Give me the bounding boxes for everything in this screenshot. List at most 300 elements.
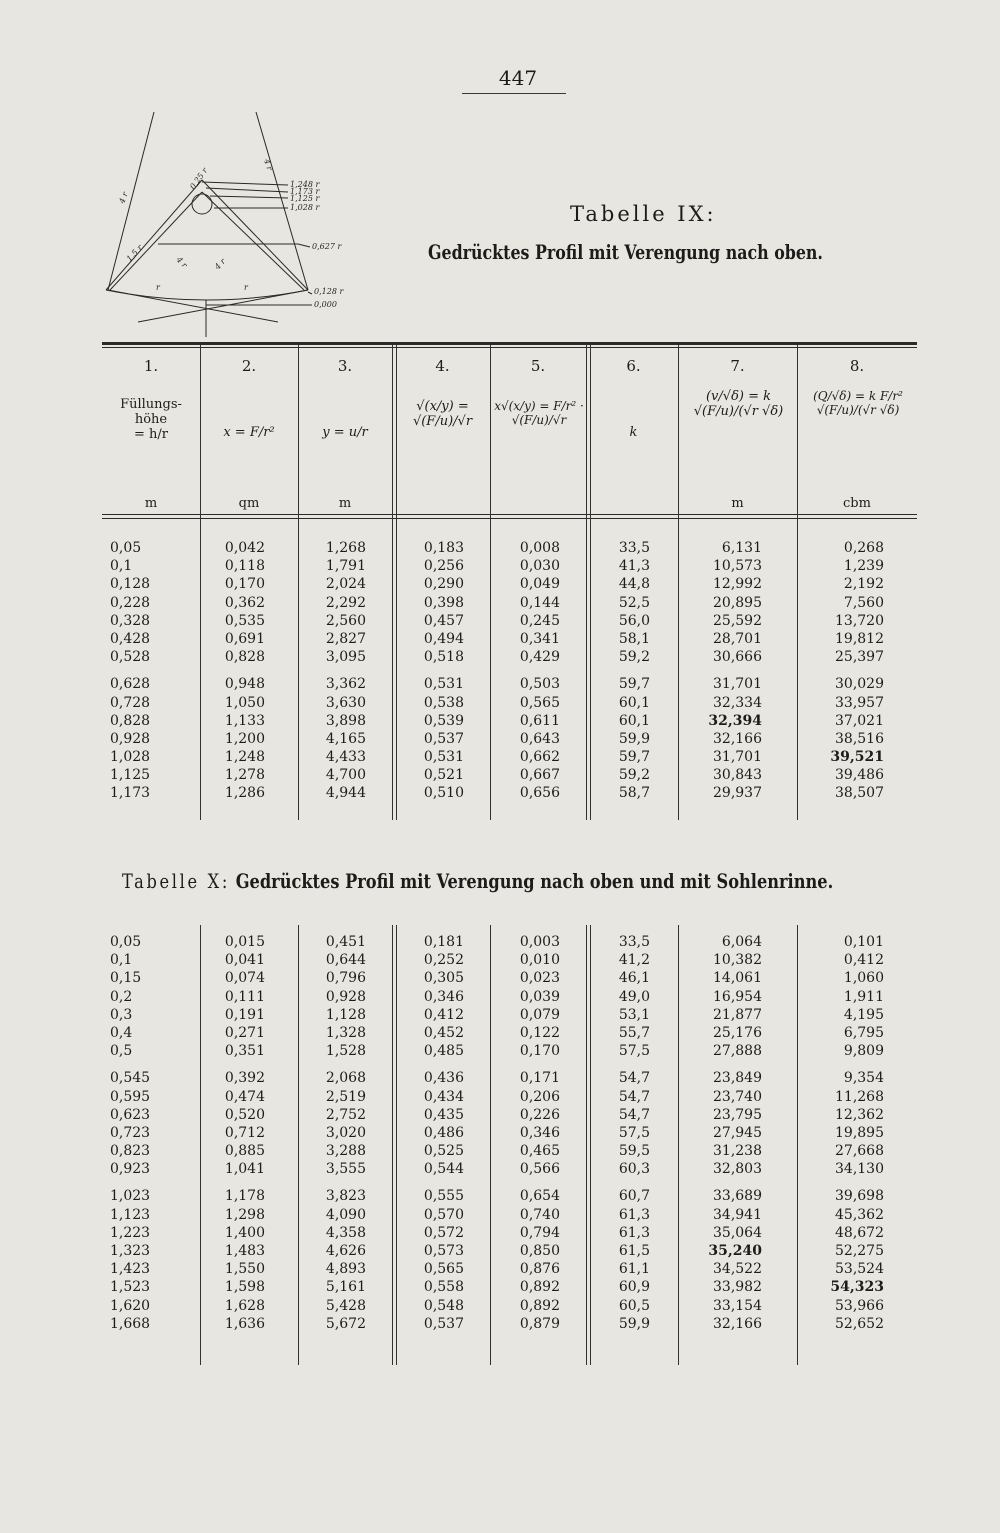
col-header-1: Füllungs- höhe = h/r [120, 397, 182, 442]
table-cell: 61,3 [618, 1224, 650, 1241]
table-cell: 1,298 [224, 1206, 265, 1223]
table-cell: 0,191 [224, 1006, 265, 1023]
table-cell: 13,720 [835, 612, 884, 629]
table-cell: 5,428 [325, 1297, 366, 1314]
table-cell: 1,528 [325, 1043, 366, 1060]
table-cell: 12,992 [713, 576, 762, 593]
group-gap [300, 1060, 366, 1069]
table-cell: 20,895 [713, 594, 762, 611]
table-cell: 1,628 [224, 1297, 265, 1314]
table-cell: 1,523 [110, 1279, 151, 1296]
table-cell: 0,008 [519, 540, 560, 556]
table-cell: 16,954 [713, 988, 762, 1005]
col-header-7: (v/√δ) = k √(F/u)/(√r √δ) [693, 389, 784, 419]
figure-label-0000: 0,000 [314, 300, 337, 309]
figure-label-r-right: r [244, 283, 248, 292]
table-cell: 0,544 [423, 1161, 464, 1178]
figure-label-025r: 0,25 r [188, 166, 210, 192]
table-cell: 61,1 [618, 1261, 650, 1278]
table-cell: 0,528 [110, 649, 151, 666]
table-cell: 0,341 [519, 630, 560, 647]
table-ix-col-rule-4 [490, 345, 491, 820]
table-cell: 37,021 [835, 712, 884, 729]
table-cell: 0,518 [423, 649, 464, 666]
table-cell: 0,948 [224, 676, 265, 693]
table-cell: 0,05 [110, 934, 142, 950]
table-cell: 60,7 [618, 1188, 650, 1205]
table-cell: 0,398 [423, 594, 464, 611]
col-num-5: 5. [530, 357, 546, 375]
figure-label-0128: 0,128 r [314, 287, 344, 296]
table-cell: 2,192 [843, 576, 884, 593]
profile-diagram [98, 112, 348, 342]
table-cell: 3,823 [325, 1188, 366, 1205]
table-cell: 19,812 [835, 630, 884, 647]
table-cell: 0,226 [519, 1106, 560, 1123]
table-cell: 3,020 [325, 1124, 366, 1141]
table-cell: 32,166 [713, 730, 762, 747]
table-cell: 0,023 [519, 970, 560, 987]
table-x-col-rule-1 [200, 925, 201, 1365]
unit-col-2: qm [238, 496, 260, 511]
table-cell: 25,592 [713, 612, 762, 629]
table-cell: 5,161 [325, 1279, 366, 1296]
unit-col-8: cbm [843, 496, 871, 511]
table-cell: 54,7 [618, 1088, 650, 1105]
table-cell: 0,643 [519, 730, 560, 747]
table-cell: 4,358 [325, 1224, 366, 1241]
table-cell: 29,937 [713, 785, 762, 802]
table-cell: 0,823 [110, 1143, 151, 1160]
table-cell: 1,286 [224, 785, 265, 802]
table-cell: 59,9 [618, 730, 650, 747]
table-ix-column-4 [398, 539, 464, 803]
table-cell: 6,131 [721, 540, 762, 556]
col-num-4: 4. [435, 357, 450, 375]
table-cell: 1,668 [110, 1315, 151, 1332]
table-cell: 0,570 [423, 1206, 464, 1223]
table-cell: 31,238 [713, 1143, 762, 1160]
table-cell: 46,1 [618, 970, 650, 987]
table-ix-column-2 [205, 539, 265, 803]
table-cell: 0,268 [843, 540, 884, 556]
table-cell: 0,828 [110, 712, 151, 729]
table-cell: 1,123 [110, 1206, 151, 1223]
table-cell: 32,334 [713, 694, 762, 711]
table-cell: 0,181 [423, 934, 464, 950]
table-cell: 0,039 [519, 988, 560, 1005]
table-cell: 2,292 [325, 594, 366, 611]
table-cell: 27,945 [713, 1124, 762, 1141]
table-cell: 0,928 [325, 988, 366, 1005]
table-x-col-rule-3 [392, 925, 397, 1365]
group-gap [398, 1178, 464, 1187]
table-cell: 0,465 [519, 1143, 560, 1160]
table-cell: 0,525 [423, 1143, 464, 1160]
table-cell: 0,531 [423, 749, 464, 766]
table-ix-column-6 [590, 539, 650, 803]
table-cell: 35,240 [708, 1243, 762, 1259]
table-cell: 60,1 [618, 712, 650, 729]
table-cell: 1,178 [224, 1188, 265, 1205]
table-cell: 0,794 [519, 1224, 560, 1241]
group-gap [398, 666, 464, 675]
table-cell: 0,644 [325, 952, 366, 969]
table-cell: 0,595 [110, 1088, 151, 1105]
table-cell: 45,362 [835, 1206, 884, 1223]
figure-label-15r: 1,5 r [124, 243, 145, 264]
table-cell: 34,522 [713, 1261, 762, 1278]
table-cell: 0,885 [224, 1143, 265, 1160]
group-gap [590, 666, 650, 675]
table-x-title [122, 869, 833, 893]
table-x-column-6 [590, 933, 650, 1333]
table-cell: 1,128 [325, 1006, 366, 1023]
table-ix-header-rule [102, 514, 917, 515]
table-cell: 0,429 [519, 649, 560, 666]
table-cell: 0,611 [519, 712, 560, 729]
table-cell: 0,452 [423, 1024, 464, 1041]
table-cell: 3,898 [325, 712, 366, 729]
table-cell: 0,4 [110, 1024, 133, 1041]
table-cell: 0,539 [423, 712, 464, 729]
table-cell: 0,503 [519, 676, 560, 693]
col-header-4: √(x/y) = √(F/u)/√r [412, 399, 473, 429]
group-gap [800, 1178, 884, 1187]
table-cell: 1,125 [110, 767, 151, 784]
table-cell: 1,050 [224, 694, 265, 711]
table-cell: 7,560 [843, 594, 884, 611]
col-num-2: 2. [241, 357, 257, 375]
group-gap [205, 1178, 265, 1187]
table-cell: 0,435 [423, 1106, 464, 1123]
table-x-column-3 [300, 933, 366, 1333]
table-ix-header-rule-2 [102, 518, 917, 519]
table-cell: 23,795 [713, 1106, 762, 1123]
table-ix-top-rule-thin [102, 347, 917, 348]
table-cell: 0,15 [110, 970, 142, 987]
table-cell: 0,628 [110, 676, 151, 693]
table-cell: 59,9 [618, 1315, 650, 1332]
col-header-6: k [629, 425, 638, 440]
table-cell: 1,620 [110, 1297, 151, 1314]
table-cell: 0,623 [110, 1106, 151, 1123]
table-x-column-8 [800, 933, 884, 1333]
table-cell: 0,923 [110, 1161, 151, 1178]
table-ix-column-8 [800, 539, 884, 803]
figure-label-4r-right: 4 r [262, 157, 275, 172]
group-gap [800, 1060, 884, 1069]
table-cell: 0,876 [519, 1261, 560, 1278]
table-cell: 10,573 [713, 558, 762, 575]
table-cell: 0,486 [423, 1124, 464, 1141]
table-cell: 4,700 [325, 767, 366, 784]
table-cell: 1,060 [843, 970, 884, 987]
table-cell: 0,245 [519, 612, 560, 629]
table-cell: 31,701 [713, 676, 762, 693]
table-cell: 0,485 [423, 1043, 464, 1060]
table-cell: 0,015 [224, 934, 265, 950]
table-cell: 0,041 [224, 952, 265, 969]
table-cell: 4,090 [325, 1206, 366, 1223]
table-cell: 0,362 [224, 594, 265, 611]
table-cell: 33,982 [713, 1279, 762, 1296]
table-x-column-4 [398, 933, 464, 1333]
table-cell: 53,1 [618, 1006, 650, 1023]
col-header-3: y = u/r [322, 425, 368, 440]
table-cell: 4,165 [325, 730, 366, 747]
table-cell: 0,728 [110, 694, 151, 711]
table-cell: 2,752 [325, 1106, 366, 1123]
table-cell: 0,879 [519, 1315, 560, 1332]
table-ix-column-3 [300, 539, 366, 803]
table-cell: 0,451 [325, 934, 366, 950]
table-cell: 1,323 [110, 1243, 151, 1259]
group-gap [494, 1178, 560, 1187]
table-cell: 0,3 [110, 1006, 133, 1023]
group-gap [205, 1060, 265, 1069]
table-cell: 53,966 [835, 1297, 884, 1314]
table-cell: 3,555 [325, 1161, 366, 1178]
table-cell: 4,944 [325, 785, 366, 802]
table-cell: 32,803 [713, 1161, 762, 1178]
table-cell: 0,850 [519, 1243, 560, 1259]
table-cell: 55,7 [618, 1024, 650, 1041]
group-gap [682, 666, 762, 675]
table-ix-column-5 [494, 539, 560, 803]
table-ix-column-7 [682, 539, 762, 803]
table-cell: 0,074 [224, 970, 265, 987]
table-cell: 30,029 [835, 676, 884, 693]
table-cell: 9,354 [843, 1070, 884, 1087]
table-cell: 0,892 [519, 1279, 560, 1296]
table-cell: 0,558 [423, 1279, 464, 1296]
table-cell: 52,275 [835, 1243, 884, 1259]
col-num-3: 3. [337, 357, 353, 375]
table-cell: 0,510 [423, 785, 464, 802]
table-cell: 33,154 [713, 1297, 762, 1314]
table-cell: 0,667 [519, 767, 560, 784]
table-cell: 33,689 [713, 1188, 762, 1205]
table-cell: 39,521 [830, 749, 884, 766]
table-cell: 54,7 [618, 1106, 650, 1123]
table-cell: 0,346 [423, 988, 464, 1005]
table-cell: 0,712 [224, 1124, 265, 1141]
figure-label-1028: 1,028 r [290, 203, 320, 212]
table-ix-subtitle: Gedrücktes Profil mit Verengung nach oben. [428, 240, 823, 264]
table-cell: 0,412 [843, 952, 884, 969]
group-gap [800, 666, 884, 675]
table-x-column-7 [682, 933, 762, 1333]
table-cell: 0,548 [423, 1297, 464, 1314]
table-cell: 0,796 [325, 970, 366, 987]
table-cell: 49,0 [618, 988, 650, 1005]
table-cell: 2,024 [325, 576, 366, 593]
table-cell: 52,5 [618, 594, 650, 611]
table-cell: 0,118 [224, 558, 265, 575]
table-cell: 30,843 [713, 767, 762, 784]
table-cell: 1,133 [224, 712, 265, 729]
table-cell: 0,535 [224, 612, 265, 629]
table-x-col-rule-2 [298, 925, 299, 1365]
table-x-col-rule-4 [490, 925, 491, 1365]
table-ix-column-1 [110, 539, 170, 803]
table-cell: 0,252 [423, 952, 464, 969]
table-cell: 1,791 [325, 558, 366, 575]
table-cell: 32,394 [708, 712, 762, 729]
table-cell: 0,079 [519, 1006, 560, 1023]
col-num-7: 7. [730, 357, 745, 375]
table-cell: 28,701 [713, 630, 762, 647]
table-ix-col-rule-2 [298, 345, 299, 820]
table-cell: 48,672 [835, 1224, 884, 1241]
table-cell: 0,1 [110, 952, 133, 969]
table-cell: 0,740 [519, 1206, 560, 1223]
table-cell: 9,809 [843, 1043, 884, 1060]
table-cell: 34,941 [713, 1206, 762, 1223]
table-cell: 0,412 [423, 1006, 464, 1023]
col-num-6: 6. [626, 357, 641, 375]
table-cell: 25,176 [713, 1024, 762, 1041]
table-cell: 2,560 [325, 612, 366, 629]
table-cell: 54,323 [830, 1279, 884, 1296]
table-cell: 14,061 [713, 970, 762, 987]
table-cell: 0,566 [519, 1161, 560, 1178]
table-cell: 59,2 [618, 649, 650, 666]
table-cell: 0,042 [224, 540, 265, 556]
table-cell: 25,397 [835, 649, 884, 666]
figure-label-1125: 1,125 r [290, 194, 320, 203]
table-cell: 0,271 [224, 1024, 265, 1041]
table-cell: 0,565 [519, 694, 560, 711]
table-cell: 58,1 [618, 630, 650, 647]
table-cell: 39,698 [835, 1188, 884, 1205]
table-cell: 0,521 [423, 767, 464, 784]
table-cell: 41,2 [618, 952, 650, 969]
table-cell: 2,827 [325, 630, 366, 647]
table-cell: 0,494 [423, 630, 464, 647]
figure-label-4r-left: 4 r [117, 190, 130, 205]
table-cell: 5,672 [325, 1315, 366, 1332]
table-cell: 54,7 [618, 1070, 650, 1087]
table-cell: 0,537 [423, 730, 464, 747]
table-cell: 0,520 [224, 1106, 265, 1123]
table-cell: 3,362 [325, 676, 366, 693]
table-x-title-text: Gedrücktes Profil mit Verengung nach oben und mit Sohlenrinne. [230, 869, 834, 893]
table-cell: 1,041 [224, 1161, 265, 1178]
table-cell: 21,877 [713, 1006, 762, 1023]
table-cell: 0,434 [423, 1088, 464, 1105]
table-ix-col-rule-7 [797, 345, 798, 820]
table-cell: 3,630 [325, 694, 366, 711]
group-gap [110, 1178, 170, 1187]
table-x-title-label: Tabelle X: [122, 869, 231, 893]
table-cell: 2,519 [325, 1088, 366, 1105]
table-cell: 39,486 [835, 767, 884, 784]
col-num-8: 8. [849, 357, 865, 375]
table-cell: 1,028 [110, 749, 151, 766]
table-cell: 0,892 [519, 1297, 560, 1314]
group-gap [110, 666, 170, 675]
table-cell: 0,531 [423, 676, 464, 693]
table-cell: 1,268 [325, 540, 366, 556]
table-cell: 1,423 [110, 1261, 151, 1278]
table-cell: 0,723 [110, 1124, 151, 1141]
table-cell: 1,173 [110, 785, 151, 802]
figure-label-1173: 1,173 r [290, 187, 320, 196]
table-cell: 0,555 [423, 1188, 464, 1205]
unit-col-1: m [144, 496, 158, 511]
table-cell: 0,828 [224, 649, 265, 666]
table-x-column-5 [494, 933, 560, 1333]
table-cell: 38,507 [835, 785, 884, 802]
table-cell: 0,474 [224, 1088, 265, 1105]
table-cell: 23,740 [713, 1088, 762, 1105]
figure-label-r-left: r [156, 283, 160, 292]
table-cell: 31,701 [713, 749, 762, 766]
table-cell: 1,200 [224, 730, 265, 747]
table-cell: 0,256 [423, 558, 464, 575]
table-cell: 0,346 [519, 1124, 560, 1141]
group-gap [110, 1060, 170, 1069]
table-cell: 0,171 [519, 1070, 560, 1087]
table-cell: 0,183 [423, 540, 464, 556]
table-cell: 52,652 [835, 1315, 884, 1332]
table-cell: 0,654 [519, 1188, 560, 1205]
table-cell: 0,691 [224, 630, 265, 647]
table-x-col-rule-6 [678, 925, 679, 1365]
table-cell: 4,195 [843, 1006, 884, 1023]
table-cell: 19,895 [835, 1124, 884, 1141]
table-cell: 0,662 [519, 749, 560, 766]
table-cell: 0,928 [110, 730, 151, 747]
table-cell: 1,636 [224, 1315, 265, 1332]
table-ix-title: Tabelle IX: [570, 202, 717, 226]
table-cell: 0,049 [519, 576, 560, 593]
table-cell: 0,573 [423, 1243, 464, 1259]
table-cell: 10,382 [713, 952, 762, 969]
table-cell: 0,436 [423, 1070, 464, 1087]
table-cell: 6,795 [843, 1024, 884, 1041]
table-cell: 1,911 [843, 988, 884, 1005]
table-cell: 0,111 [224, 988, 265, 1005]
table-cell: 41,3 [618, 558, 650, 575]
page-number-rule [462, 93, 566, 94]
table-cell: 0,228 [110, 594, 151, 611]
table-cell: 0,1 [110, 558, 133, 575]
table-cell: 58,7 [618, 785, 650, 802]
table-cell: 60,9 [618, 1279, 650, 1296]
table-cell: 27,888 [713, 1043, 762, 1060]
table-cell: 30,666 [713, 649, 762, 666]
table-cell: 57,5 [618, 1124, 650, 1141]
table-cell: 0,170 [519, 1043, 560, 1060]
table-cell: 0,05 [110, 540, 142, 556]
table-cell: 0,545 [110, 1070, 151, 1087]
table-x-column-2 [205, 933, 265, 1333]
figure-label-0627: 0,627 r [312, 242, 342, 251]
table-cell: 0,537 [423, 1315, 464, 1332]
table-cell: 1,328 [325, 1024, 366, 1041]
table-cell: 27,668 [835, 1143, 884, 1160]
group-gap [682, 1178, 762, 1187]
table-cell: 0,030 [519, 558, 560, 575]
table-cell: 1,598 [224, 1279, 265, 1296]
table-cell: 57,5 [618, 1043, 650, 1060]
group-gap [300, 1178, 366, 1187]
unit-col-7: m [731, 496, 744, 511]
figure-label-4r-inner-b: 4 r [212, 256, 228, 272]
